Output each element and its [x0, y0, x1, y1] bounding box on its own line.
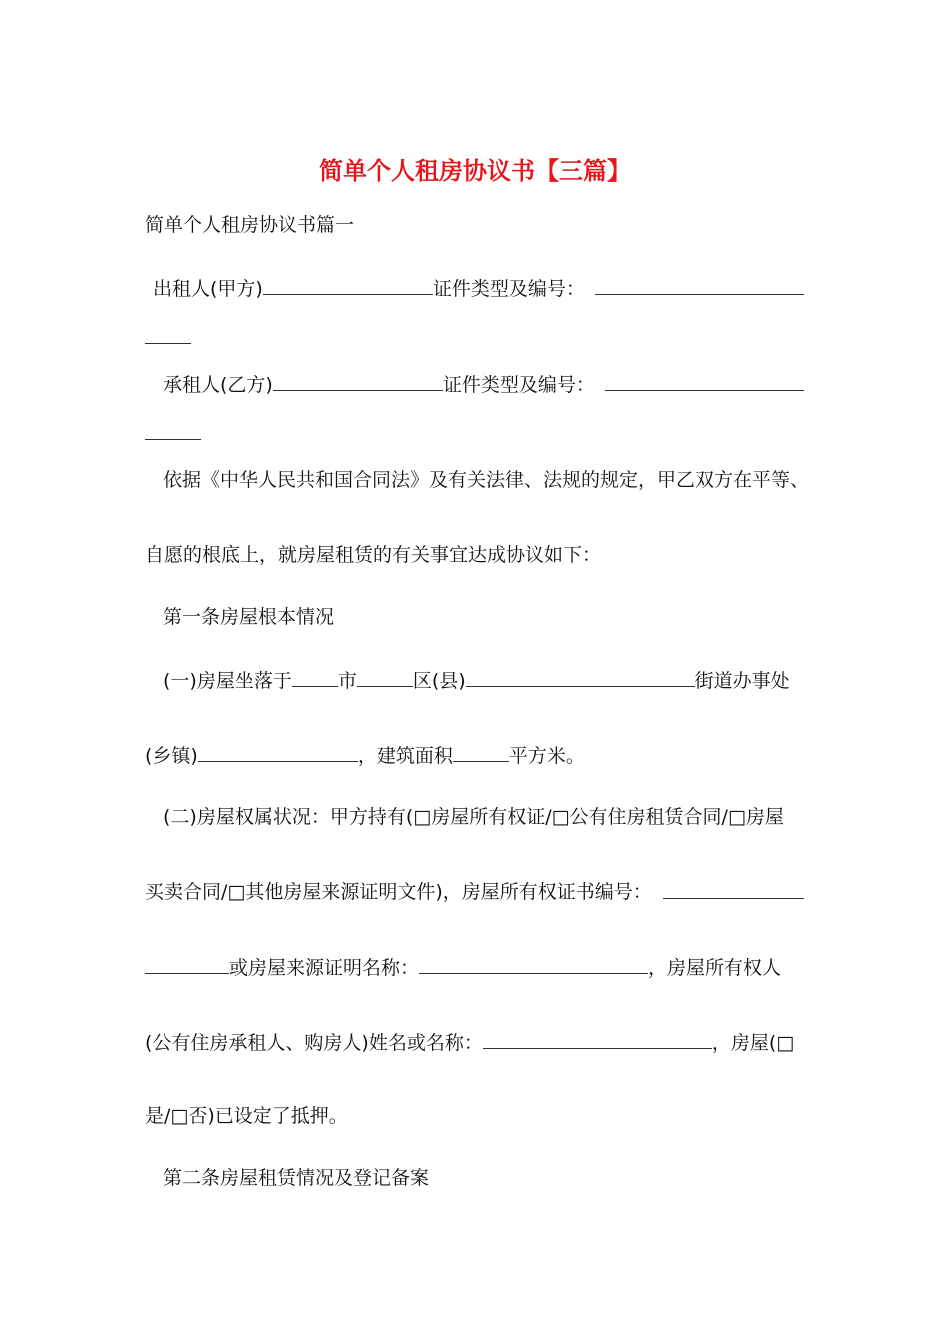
- lessor-id-blank: [595, 294, 804, 295]
- article1-item2-line4: [145, 1030, 794, 1055]
- lessee-name-blank: [273, 372, 443, 391]
- source-name-label: 或房屋来源证明名称：: [229, 957, 420, 979]
- certificate-number-blank: [663, 898, 804, 899]
- owner-name-blank: [483, 1030, 712, 1049]
- article1-item1-line2: [145, 743, 585, 768]
- street-blank: [466, 668, 695, 687]
- street-label: 街道办事处: [694, 670, 790, 692]
- area-blank: [453, 743, 509, 762]
- lessee-line: [163, 372, 595, 397]
- article1-item2-line1: (二)房屋权属状况：甲方持有(□房屋所有权证/□公有住房租赁合同/□房屋: [163, 806, 784, 828]
- lessor-line: [153, 276, 585, 301]
- basis-line-2: 自愿的根底上，就房屋租赁的有关事宜达成协议如下：: [145, 544, 602, 566]
- article1-item2-line2: 买卖合同/□其他房屋来源证明文件)，房屋所有权证书编号：: [145, 881, 652, 903]
- area-unit: 平方米。: [508, 745, 585, 767]
- lessee-id-label: 证件类型及编号：: [442, 374, 595, 396]
- lessee-id-blank-cont: [145, 439, 201, 440]
- document-title: 简单个人租房协议书【三篇】: [319, 156, 631, 185]
- township-label: (乡镇): [145, 745, 198, 767]
- article2-heading: 第二条房屋租赁情况及登记备案: [163, 1167, 430, 1189]
- lessor-name-blank: [263, 276, 433, 295]
- lessor-label: 出租人(甲方): [153, 278, 263, 300]
- owner-name-label: (公有住房承租人、购房人)姓名或名称：: [145, 1032, 483, 1054]
- article1-item1-line1: [163, 668, 790, 693]
- area-label: ，建筑面积: [357, 745, 453, 767]
- article1-heading: 第一条房屋根本情况: [163, 606, 335, 628]
- lessee-id-blank: [605, 390, 804, 391]
- section-subtitle: 简单个人租房协议书篇一: [145, 214, 355, 236]
- item1-prefix: (一)房屋坐落于: [163, 670, 292, 692]
- article1-item2-line3: [145, 955, 781, 980]
- city-blank: [292, 668, 338, 687]
- district-label: 区(县): [412, 670, 466, 692]
- city-label: 市: [337, 670, 357, 692]
- article1-item2-line5: 是/□否)已设定了抵押。: [145, 1105, 348, 1127]
- district-blank: [357, 668, 413, 687]
- source-name-blank: [419, 955, 648, 974]
- owner-label: ，房屋所有权人: [648, 957, 782, 979]
- certificate-number-blank-cont: [145, 955, 229, 974]
- township-blank: [198, 743, 358, 762]
- lessor-id-label: 证件类型及编号：: [432, 278, 585, 300]
- lessor-id-blank-cont: [145, 343, 191, 344]
- house-label: ，房屋(□: [711, 1032, 795, 1054]
- lessee-label: 承租人(乙方): [163, 374, 273, 396]
- basis-line-1: 依据《中华人民共和国合同法》及有关法律、法规的规定，甲乙双方在平等、: [163, 469, 810, 491]
